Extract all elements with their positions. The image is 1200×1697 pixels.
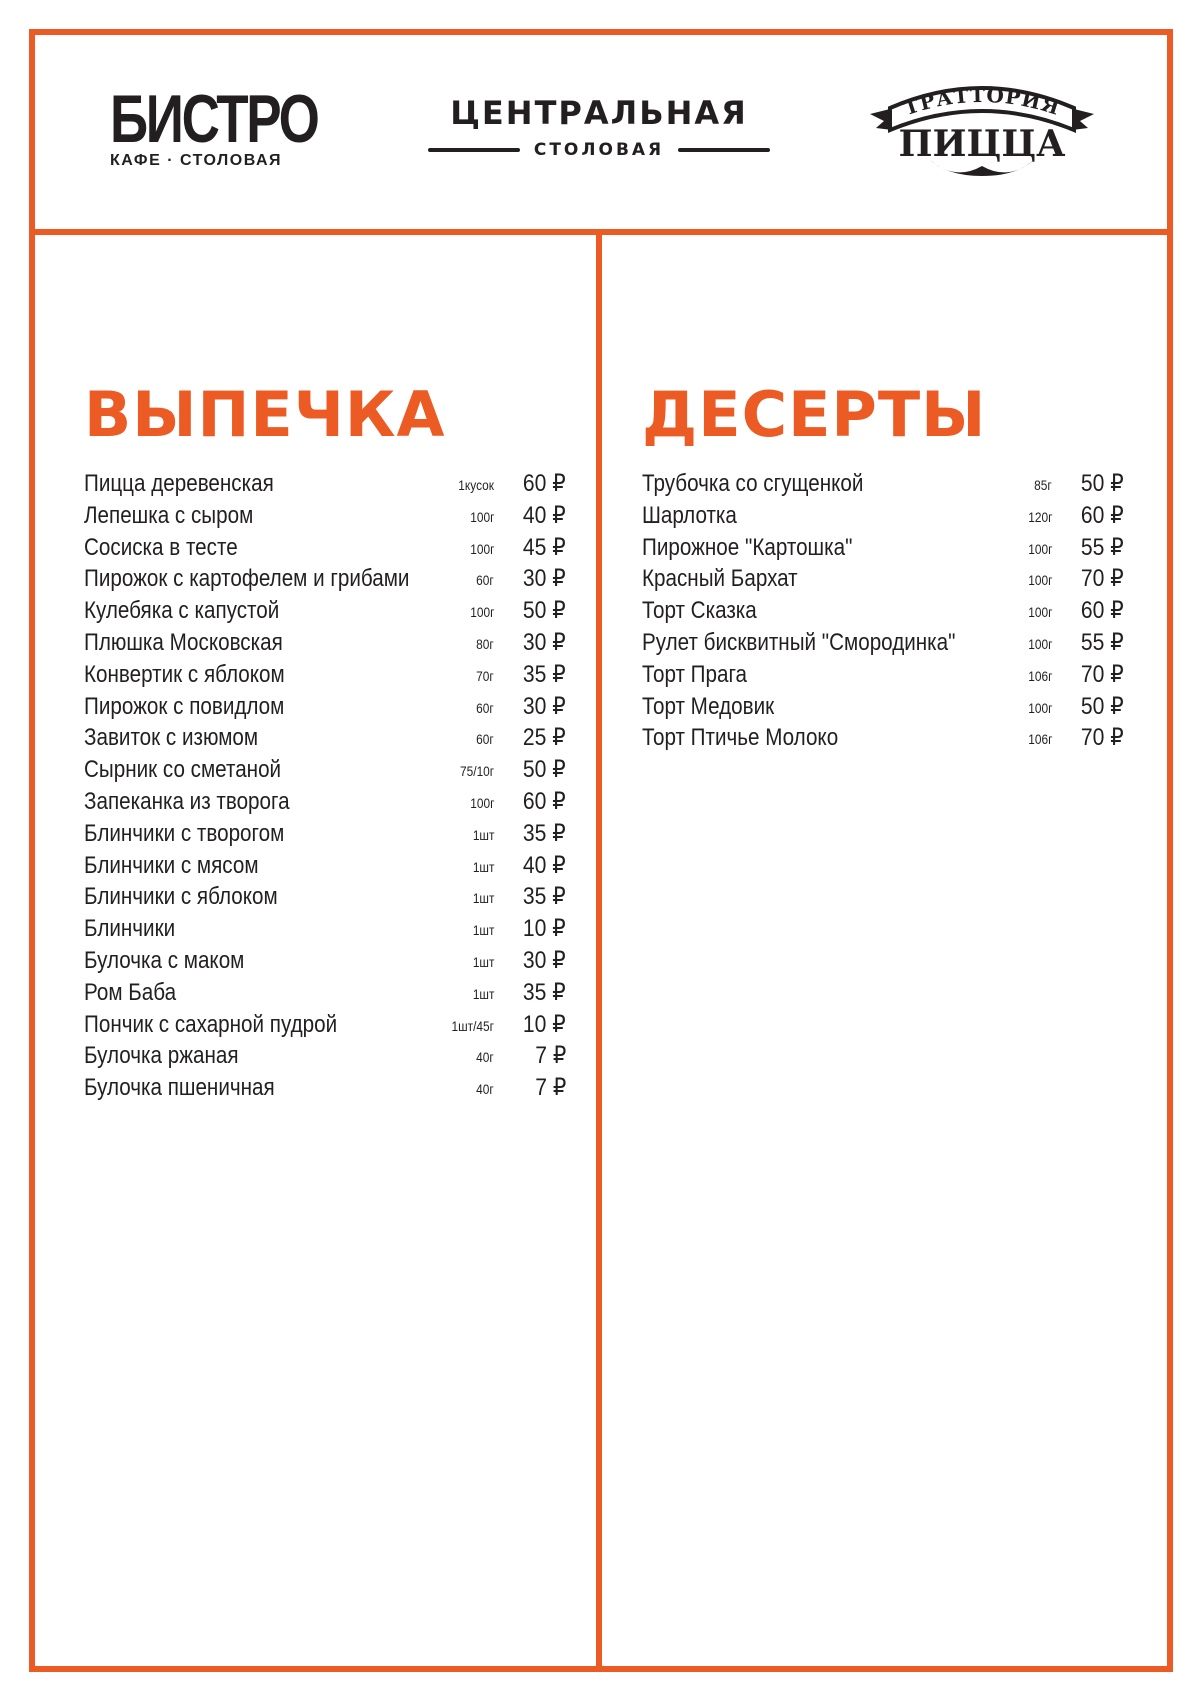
menu-item-price: 40 ₽ — [523, 501, 566, 529]
menu-item-portion: 1кусок — [458, 477, 494, 493]
menu-item-name: Ром Баба — [84, 978, 177, 1006]
menu-item-price: 50 ₽ — [1081, 470, 1124, 497]
menu-item-name: Пирожок с картофелем и грибами — [84, 565, 410, 593]
menu-item-name: Запеканка из творога — [84, 787, 290, 815]
menu-item-portion: 120г — [1027, 508, 1052, 525]
menu-item — [84, 627, 566, 659]
menu-item-name: Пицца деревенская — [84, 470, 274, 497]
desserts-list — [642, 468, 1124, 754]
menu-item-price: 25 ₽ — [523, 724, 566, 752]
menu-item-portion: 70г — [476, 667, 494, 684]
menu-item-name: Торт Птичье Молоко — [642, 724, 839, 752]
menu-item-name: Сосиска в тесте — [84, 533, 238, 561]
desserts-section — [642, 380, 1124, 754]
menu-item — [642, 691, 1124, 723]
menu-item-name: Пончик с сахарной пудрой — [84, 1010, 338, 1038]
menu-item-portion: 1шт — [472, 953, 494, 970]
central-logo-name: ЦЕНТРАЛЬНАЯ — [450, 94, 748, 132]
bakery-section — [84, 380, 566, 1104]
menu-item — [642, 468, 1124, 500]
menu-item-name: Блинчики с творогом — [84, 819, 285, 847]
menu-item-price: 30 ₽ — [523, 628, 566, 656]
menu-item-price: 35 ₽ — [523, 978, 566, 1006]
trattoria-pizza-logo — [868, 84, 1096, 180]
menu-item — [84, 818, 566, 850]
menu-item-portion: 100г — [469, 508, 494, 525]
column-divider — [596, 229, 602, 1672]
menu-item — [84, 1072, 566, 1104]
menu-item — [84, 691, 566, 723]
bakery-list — [84, 468, 566, 1104]
menu-item-price: 10 ₽ — [523, 1010, 566, 1038]
menu-item — [84, 659, 566, 691]
menu-item-price: 45 ₽ — [523, 533, 566, 561]
trattoria-logo-name: ПИЦЦА — [898, 123, 1066, 165]
menu-item-price: 10 ₽ — [523, 915, 566, 943]
menu-item-portion: 80г — [476, 635, 494, 652]
menu-item — [642, 532, 1124, 564]
menu-item — [642, 627, 1124, 659]
menu-item — [84, 532, 566, 564]
menu-item-name: Трубочка со сгущенкой — [642, 470, 864, 497]
menu-item-portion: 1шт — [472, 922, 494, 939]
menu-item-price: 50 ₽ — [523, 597, 566, 625]
menu-item-name: Булочка пшеничная — [84, 1074, 275, 1102]
menu-item — [84, 1009, 566, 1041]
menu-item-price: 60 ₽ — [523, 787, 566, 815]
menu-item — [84, 977, 566, 1009]
menu-item-portion: 1шт/45г — [451, 1017, 494, 1034]
bistro-logo-name: БИСТРО — [110, 81, 318, 157]
central-logo-line-left — [428, 148, 520, 152]
menu-item-price: 35 ₽ — [523, 883, 566, 911]
menu-item-price: 50 ₽ — [1081, 692, 1124, 720]
menu-item-price: 70 ₽ — [1081, 565, 1124, 593]
menu-item-portion: 100г — [1027, 540, 1052, 557]
menu-item-name: Блинчики с мясом — [84, 851, 259, 879]
trattoria-logo-top: ТРАТТОРИЯ — [900, 84, 1064, 121]
menu-item-portion: 60г — [476, 699, 494, 716]
menu-item-portion: 100г — [469, 540, 494, 557]
menu-item-price: 60 ₽ — [1081, 597, 1124, 625]
menu-item-name: Лепешка с сыром — [84, 501, 254, 529]
menu-item-name: Блинчики — [84, 915, 176, 943]
menu-item-price: 50 ₽ — [523, 756, 566, 784]
menu-item-price: 70 ₽ — [1081, 724, 1124, 752]
menu-item-name: Кулебяка с капустой — [84, 597, 280, 625]
bistro-logo-subtitle: КАФЕ · СТОЛОВАЯ — [110, 152, 283, 169]
menu-item-name: Красный Бархат — [642, 565, 798, 593]
menu-item-portion: 1шт — [472, 985, 494, 1002]
menu-item — [84, 881, 566, 913]
menu-item-name: Шарлотка — [642, 501, 737, 529]
menu-item-price: 60 ₽ — [523, 470, 566, 497]
menu-item — [84, 563, 566, 595]
menu-item — [642, 722, 1124, 754]
menu-item-price: 60 ₽ — [1081, 501, 1124, 529]
menu-item-name: Булочка с маком — [84, 946, 245, 974]
menu-item-name: Конвертик с яблоком — [84, 660, 285, 688]
menu-item — [84, 500, 566, 532]
central-logo-line-right — [678, 148, 770, 152]
menu-item-portion: 75/10г — [459, 763, 494, 780]
menu-item-price: 35 ₽ — [523, 660, 566, 688]
menu-item — [642, 659, 1124, 691]
menu-item-portion: 1шт — [472, 858, 494, 875]
menu-item-price: 30 ₽ — [523, 946, 566, 974]
menu-item-name: Пирожок с повидлом — [84, 692, 285, 720]
menu-item-price: 70 ₽ — [1081, 660, 1124, 688]
menu-item-name: Завиток с изюмом — [84, 724, 259, 752]
menu-item — [642, 563, 1124, 595]
menu-item-price: 35 ₽ — [523, 819, 566, 847]
menu-item — [84, 722, 566, 754]
menu-item-price: 55 ₽ — [1081, 533, 1124, 561]
menu-item-portion: 60г — [476, 731, 494, 748]
section-title-bakery: ВЫПЕЧКА — [84, 378, 446, 451]
menu-item-portion: 100г — [469, 604, 494, 621]
menu-item-portion: 106г — [1027, 667, 1052, 684]
menu-item-name: Торт Прага — [642, 660, 748, 688]
central-logo-subrow — [415, 140, 783, 160]
menu-item-price: 40 ₽ — [523, 851, 566, 879]
central-canteen-logo — [415, 94, 783, 160]
menu-item-name: Рулет бисквитный "Смородинка" — [642, 628, 956, 656]
central-logo-subtitle: СТОЛОВАЯ — [533, 140, 665, 160]
menu-item-name: Пирожное "Картошка" — [642, 533, 853, 561]
menu-item — [84, 945, 566, 977]
menu-item-portion: 106г — [1027, 731, 1052, 748]
menu-item-portion: 100г — [1027, 699, 1052, 716]
menu-item — [84, 468, 566, 500]
menu-item-portion: 40г — [476, 1081, 494, 1098]
menu-item — [642, 500, 1124, 532]
menu-item-portion: 100г — [1027, 635, 1052, 652]
bistro-logo — [110, 81, 318, 170]
menu-item-name: Плюшка Московская — [84, 628, 283, 656]
menu-item-portion: 40г — [476, 1049, 494, 1066]
menu-item — [84, 754, 566, 786]
menu-item-name: Булочка ржаная — [84, 1042, 239, 1070]
menu-item-price: 7 ₽ — [534, 1074, 566, 1102]
menu-item-price: 30 ₽ — [523, 565, 566, 593]
menu-item-price: 30 ₽ — [523, 692, 566, 720]
menu-item-price: 7 ₽ — [534, 1042, 566, 1070]
menu-item — [84, 595, 566, 627]
menu-item-portion: 100г — [1027, 572, 1052, 589]
menu-item-name: Торт Медовик — [642, 692, 775, 720]
menu-item-portion: 100г — [1027, 604, 1052, 621]
menu-item-name: Сырник со сметаной — [84, 756, 282, 784]
menu-item-name: Блинчики с яблоком — [84, 883, 278, 911]
menu-item-portion: 60г — [476, 572, 494, 589]
menu-item — [642, 595, 1124, 627]
menu-item — [84, 1040, 566, 1072]
menu-item — [84, 913, 566, 945]
menu-item-portion: 1шт — [472, 826, 494, 843]
menu-item-portion: 1шт — [472, 890, 494, 907]
menu-item — [84, 850, 566, 882]
menu-item-price: 55 ₽ — [1081, 628, 1124, 656]
menu-item — [84, 786, 566, 818]
menu-item-name: Торт Сказка — [642, 597, 757, 625]
menu-item-portion: 100г — [469, 794, 494, 811]
section-title-desserts: ДЕСЕРТЫ — [642, 378, 987, 451]
menu-item-portion: 85г — [1034, 477, 1052, 493]
